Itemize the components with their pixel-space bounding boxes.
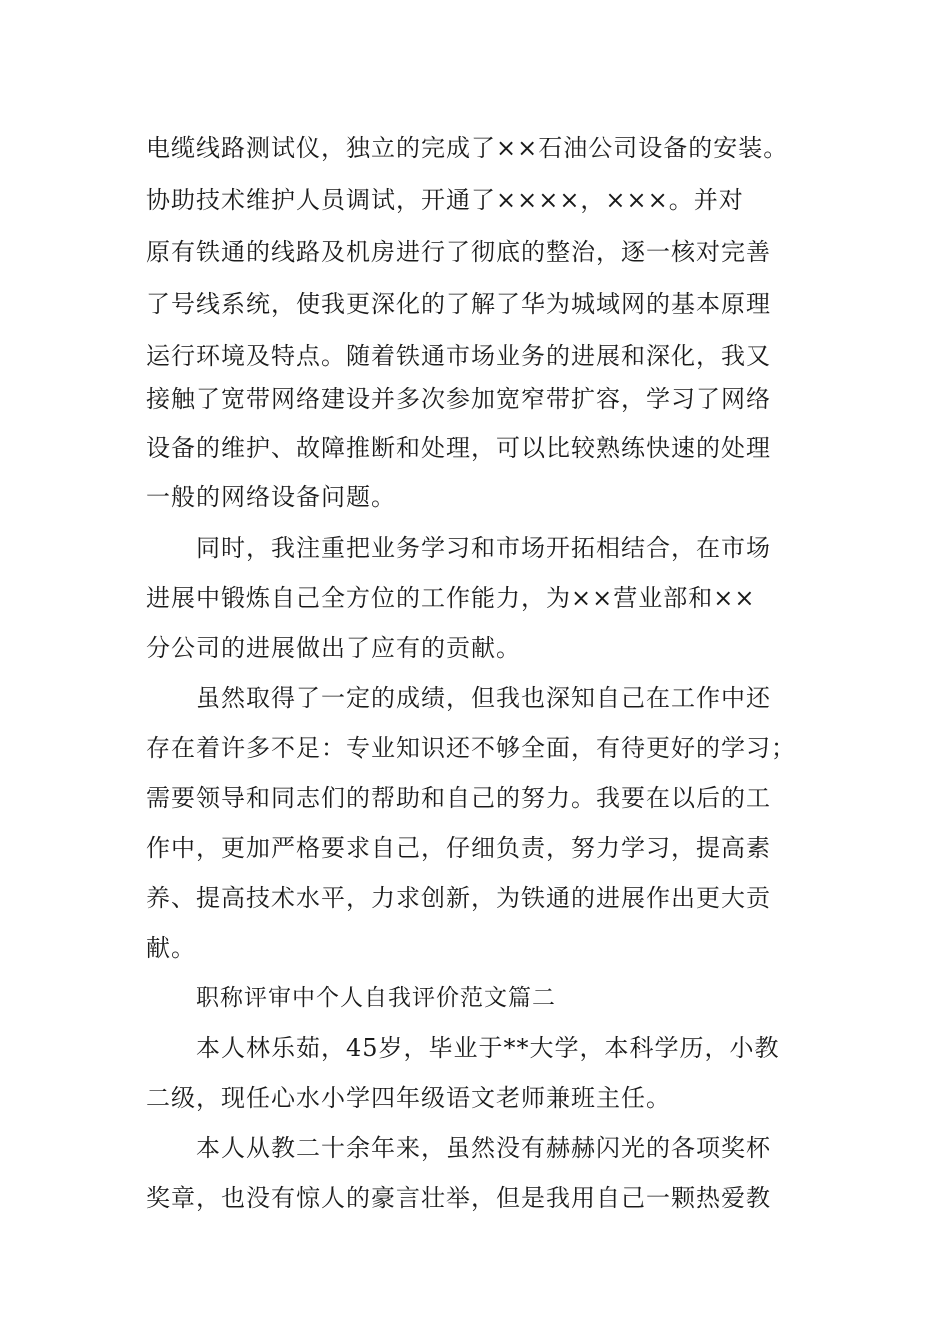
text-line: 电缆线路测试仪，独立的完成了××石油公司设备的安装。 (146, 134, 789, 162)
text-line: 设备的维护、故障推断和处理，可以比较熟练快速的处理 (146, 434, 771, 462)
text-line: 养、提高技术水平，力求创新，为铁通的进展作出更大贡 (146, 884, 771, 912)
paragraph-first-line: 虽然取得了一定的成绩，但我也深知自己在工作中还 (196, 684, 771, 712)
text-line: 原有铁通的线路及机房进行了彻底的整治，逐一核对完善 (146, 238, 771, 266)
text-line: 协助技术维护人员调试，开通了××××，×××。并对 (146, 186, 744, 214)
text-line: 进展中锻炼自己全方位的工作能力，为××营业部和×× (146, 584, 756, 612)
section-heading: 职称评审中个人自我评价范文篇二 (196, 985, 556, 1011)
text-line: 二级，现任心水小学四年级语文老师兼班主任。 (146, 1084, 671, 1112)
text-line: 了号线系统，使我更深化的了解了华为城域网的基本原理 (146, 290, 771, 318)
text-line: 一般的网络设备问题。 (146, 483, 396, 511)
text-line: 分公司的进展做出了应有的贡献。 (146, 634, 521, 662)
paragraph-first-line: 本人从教二十余年来，虽然没有赫赫闪光的各项奖杯 (196, 1134, 771, 1162)
text-line: 接触了宽带网络建设并多次参加宽窄带扩容，学习了网络 (146, 385, 771, 413)
text-line: 奖章，也没有惊人的豪言壮举，但是我用自己一颗热爱教 (146, 1184, 771, 1212)
text-line: 作中，更加严格要求自己，仔细负责，努力学习，提高素 (146, 834, 771, 862)
text-line: 需要领导和同志们的帮助和自己的努力。我要在以后的工 (146, 784, 771, 812)
text-line: 运行环境及特点。随着铁通市场业务的进展和深化，我又 (146, 342, 771, 370)
paragraph-first-line: 同时，我注重把业务学习和市场开拓相结合，在市场 (196, 534, 771, 562)
text-line: 存在着许多不足：专业知识还不够全面，有待更好的学习； (146, 734, 796, 762)
text-line: 献。 (146, 934, 196, 962)
paragraph-first-line: 本人林乐茹，45岁，毕业于**大学，本科学历，小教 (196, 1034, 780, 1062)
